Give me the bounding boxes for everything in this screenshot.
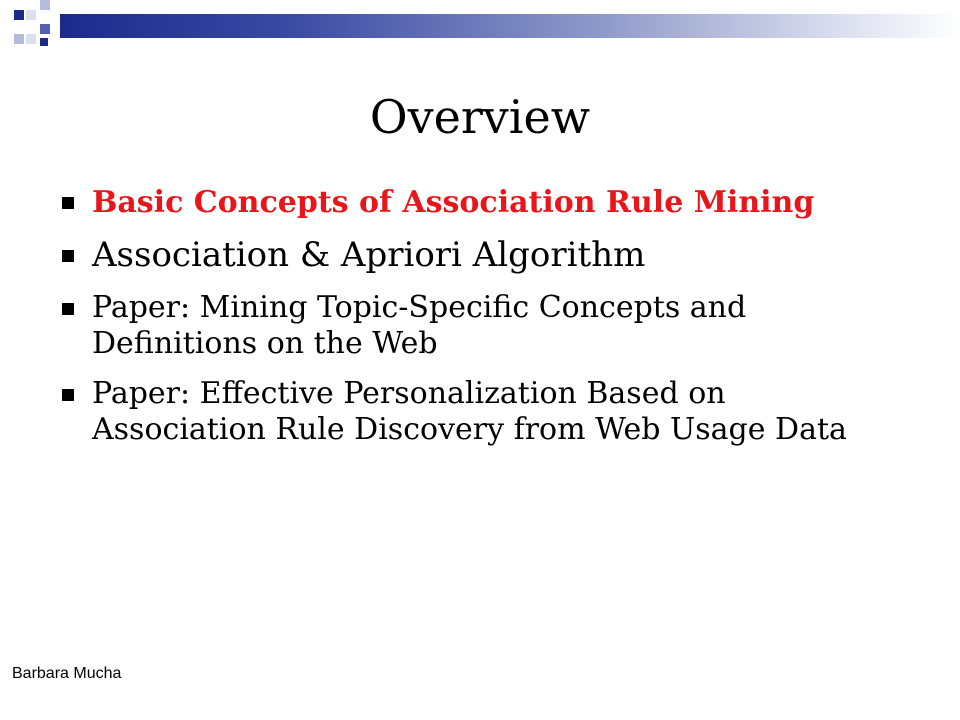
bullet-text: Association & Apriori Algorithm [92, 235, 646, 275]
list-item [62, 235, 882, 276]
square-bullet-icon [62, 389, 74, 401]
square-bullet-icon [62, 303, 74, 315]
footer-author: Barbara Mucha [12, 665, 122, 682]
square-bullet-icon [62, 250, 74, 262]
square-bullet-icon [62, 197, 74, 209]
list-item [62, 376, 882, 448]
bullet-list [62, 185, 882, 448]
list-item [62, 290, 882, 362]
bullet-text: Basic Concepts of Association Rule Mining [92, 185, 815, 220]
header-gradient-bar [60, 14, 960, 38]
bullet-text: Paper: Mining Topic-Specific Concepts and Definitions on the Web [92, 289, 747, 361]
page-title: Overview [369, 90, 591, 144]
bullet-text: Paper: Effective Personalization Based on Association Rule Discovery from Web Usage Data [92, 375, 847, 447]
list-item [62, 185, 882, 221]
